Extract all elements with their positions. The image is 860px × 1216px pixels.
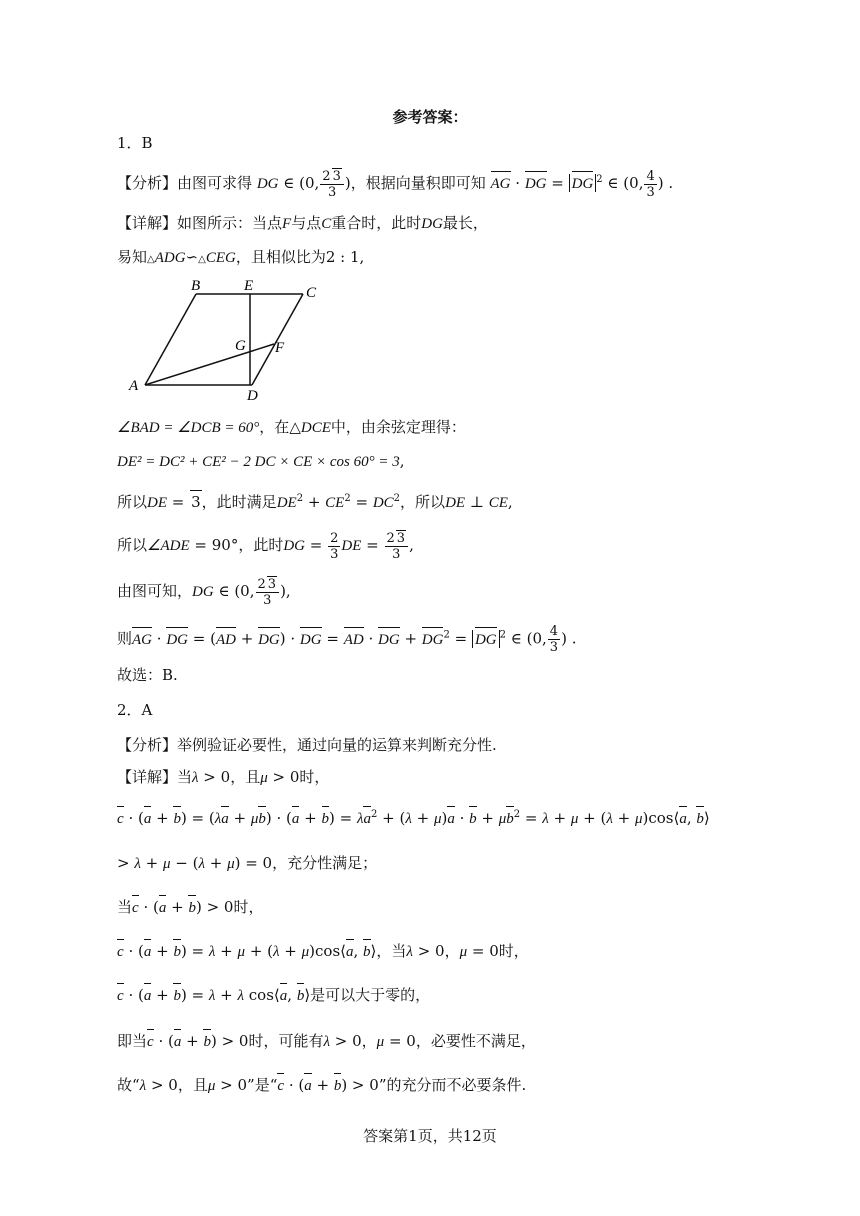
q1-de-value: 所以DE = 3，此时满足$DE^2 + CE^2 = DC^2$，所以DE ⊥ CE, [117,488,513,514]
label-b: B [191,278,201,294]
q2-gt-zero: c · (a + b) = λ + λ cos⟨a, b⟩是可以大于零的， [117,984,430,1007]
label-e: E [244,278,254,294]
q1-detail: 【详解】如图所示：当点F与点C重合时，此时DG最长， [117,214,488,232]
q2-eq2: c · (a + b) = λ + μ + (λ + μ)cos⟨a, b⟩，当λ > 0，μ = 0时， [117,940,529,963]
q1-analysis: 【分析】由图可求得 DG ∈ (0, $\frac{2 3}{3}$ )，根据向量积即可知 AG · DG = DG $^2$ ∈ (0, $\frac{4}{3}$ ) . [117,168,674,200]
q1-angle: ∠BAD = ∠DCB = 60°，在△DCE中，由余弦定理得： [117,418,466,436]
label-f: F [275,340,285,356]
q2-analysis: 【分析】举例验证必要性，通过向量的运算来判断充分性. [117,736,497,754]
q2-when: 当c · (a + b) > 0时， [117,896,263,919]
page-title: 参考答案： [392,108,468,126]
q1-range: 由图可知，DG ∈ (0, $\frac{2 3}{3}$ ), [117,577,291,608]
q2-necessity: 即当c · (a + b) > 0时，可能有λ > 0，μ = 0，必要性不满足， [117,1030,536,1053]
page-footer: 答案第1页，共12页 [363,1127,497,1145]
parallelogram-figure [125,276,335,406]
label-d: D [247,388,258,404]
q1-number: 1．B [117,134,153,152]
q1-answer: 故选：B. [117,666,178,684]
label-g: G [235,338,246,354]
label-c: C [306,285,317,301]
q1-cosine-law: DE² = DC² + CE² − 2 DC × CE × cos 60° = 3, [117,452,405,470]
q1-similar: 易知△ADG∽△CEG，且相似比为2 : 1, [117,248,365,266]
label-a: A [129,378,139,394]
q2-conclusion: 故“λ > 0，且μ > 0”是“c · (a + b) > 0”的充分而不必要条件. [117,1074,526,1097]
q2-number: 2．A [117,701,153,719]
q1-dot-product: 则AG · DG = (AD + DG) · DG = AD · DG + $DG^2$ = DG $^2$ ∈ (0, $\frac{4}{3}$ ) . [117,624,577,655]
q1-dg-value: 所以∠ADE = 90°，此时DG = $\frac{2}{3}$ DE = $\frac{2 3}{3}$ , [117,530,414,562]
q2-detail: 【详解】当λ > 0，且μ > 0时， [117,768,330,786]
q2-sufficiency: > λ + μ − (λ + μ) = 0，充分性满足； [117,854,378,872]
q2-expansion: $c \cdot (a + b) = (\lambda a + \mu b) \cdot (a + b) = \lambda a^2 + (\lambda + \mu)a \cdot b + \mu b^2 = \lambda + \mu + (\lambda$ + μ)cos⟨a, b⟩ [117,804,710,830]
